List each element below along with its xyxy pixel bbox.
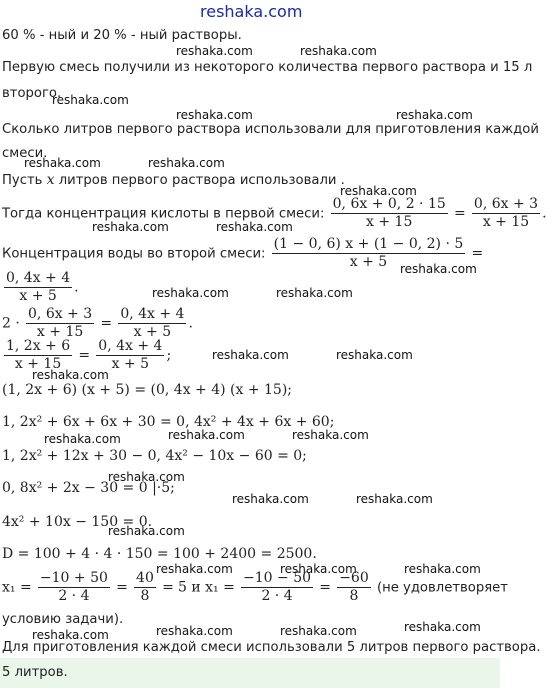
text-line: 60 % - ный и 20 % - ный растворы. [2, 28, 242, 43]
fraction: $\frac{0, 4x + 4}{x + 5}$ [6, 270, 71, 304]
fraction: $\frac{-10 + 50}{2 \cdot 4}$ [39, 570, 108, 604]
watermark: reshaka.com [168, 428, 245, 442]
equation-line: (1, 2x + 6) (x + 5) = (0, 4x + 4) (x + 15); [2, 382, 293, 398]
fraction: $\frac{0, 4x + 4}{x + 5}$ [120, 306, 185, 340]
watermark: reshaka.com [92, 220, 169, 234]
watermark: reshaka.com [300, 44, 377, 58]
equation-line: $\frac{1, 2x + 6}{x + 15}$ = $\frac{0, 4x + 4}{x + 5}$ ; [6, 338, 172, 372]
watermark: reshaka.com [148, 156, 225, 170]
fraction: $\frac{0, 6x + 3}{x + 15}$ [28, 306, 93, 340]
watermark: reshaka.com [232, 492, 309, 506]
watermark: reshaka.com [200, 2, 303, 21]
equation-line: Концентрация воды во второй смеси: $\frac{(1 - 0, 6) x + (1 - 0, 2) \cdot 5}{x + 5}$ = [2, 236, 484, 270]
equation-line: x₁ = $\frac{-10 + 50}{2 \cdot 4}$ = $\frac{40}{8}$ = 5 и x₁ = $\frac{-10 - 50}{2 \cdot 4}$ = $\frac{-60}{8}$ (не удовлетворяет [2, 570, 508, 604]
fraction: $\frac{0, 6x + 0, 2 \cdot 15}{x + 15}$ [332, 196, 446, 230]
answer-text: 5 литров. [2, 665, 68, 680]
equation-line: 4x² + 10x − 150 = 0. [2, 514, 153, 530]
fraction: $\frac{(1 - 0, 6) x + (1 - 0, 2) \cdot 5}{x + 5}$ [273, 236, 464, 270]
watermark: reshaka.com [32, 368, 109, 382]
watermark: reshaka.com [176, 44, 253, 58]
equation-line: Тогда концентрация кислоты в первой смеси: $\frac{0, 6x + 0, 2 \cdot 15}{x + 15}$ = $\frac{0, 6x + 3}{x + 15}$ . [2, 196, 547, 230]
equation-line: D = 100 + 4 · 4 · 150 = 100 + 2400 = 2500. [2, 546, 317, 562]
fraction: $\frac{1, 2x + 6}{x + 15}$ [6, 338, 71, 372]
watermark: reshaka.com [32, 628, 109, 642]
text-line: Пусть x литров первого раствора использовали . [2, 172, 345, 188]
equation-line: 2 · $\frac{0, 6x + 3}{x + 15}$ = $\frac{0, 4x + 4}{x + 5}$ . [2, 306, 193, 340]
watermark: reshaka.com [212, 348, 289, 362]
fraction: $\frac{0, 6x + 3}{x + 15}$ [473, 196, 539, 230]
watermark: reshaka.com [24, 156, 101, 170]
equation-line: 1, 2x² + 6x + 6x + 30 = 0, 4x² + 4x + 6x + 60; [2, 414, 335, 430]
equation-line: $\frac{0, 4x + 4}{x + 5}$ . [6, 270, 79, 304]
watermark: reshaka.com [404, 620, 481, 634]
watermark: reshaka.com [108, 470, 185, 484]
watermark: reshaka.com [336, 348, 413, 362]
fraction: $\frac{0, 4x + 4}{x + 5}$ [98, 338, 163, 372]
watermark: reshaka.com [400, 262, 477, 276]
watermark: reshaka.com [152, 286, 229, 300]
text-line: второго. [2, 86, 62, 101]
text-line: Первую смесь получили из некоторого количества первого раствора и 15 л [2, 60, 533, 75]
watermark: reshaka.com [404, 562, 481, 576]
watermark: reshaka.com [108, 524, 185, 538]
equation-line: 1, 2x² + 12x + 30 − 0, 4x² − 10x − 60 = 0; [2, 448, 307, 464]
fraction: $\frac{-10 - 50}{2 \cdot 4}$ [243, 570, 312, 604]
watermark: reshaka.com [52, 93, 129, 107]
watermark: reshaka.com [44, 432, 121, 446]
watermark: reshaka.com [396, 108, 473, 122]
text-line: Для приготовления каждой смеси использовали 5 литров первого раствора. [2, 640, 541, 655]
text-line: условию задачи). [2, 612, 124, 627]
watermark: reshaka.com [292, 428, 369, 442]
watermark: reshaka.com [176, 108, 253, 122]
fraction: $\frac{-60}{8}$ [339, 570, 369, 604]
watermark: reshaka.com [276, 286, 353, 300]
fraction: $\frac{40}{8}$ [136, 570, 154, 604]
equation-line: 0, 8x² + 2x − 30 = 0 |·5; [2, 480, 175, 496]
text-line: Сколько литров первого раствора использовали для приготовления каждой [2, 122, 539, 137]
watermark: reshaka.com [356, 492, 433, 506]
text-line: смеси. [2, 146, 48, 161]
watermark: reshaka.com [156, 624, 233, 638]
watermark: reshaka.com [280, 562, 357, 576]
answer-box [0, 658, 500, 688]
watermark: reshaka.com [340, 184, 417, 198]
watermark: reshaka.com [216, 220, 293, 234]
watermark: reshaka.com [280, 624, 357, 638]
watermark: reshaka.com [156, 562, 233, 576]
